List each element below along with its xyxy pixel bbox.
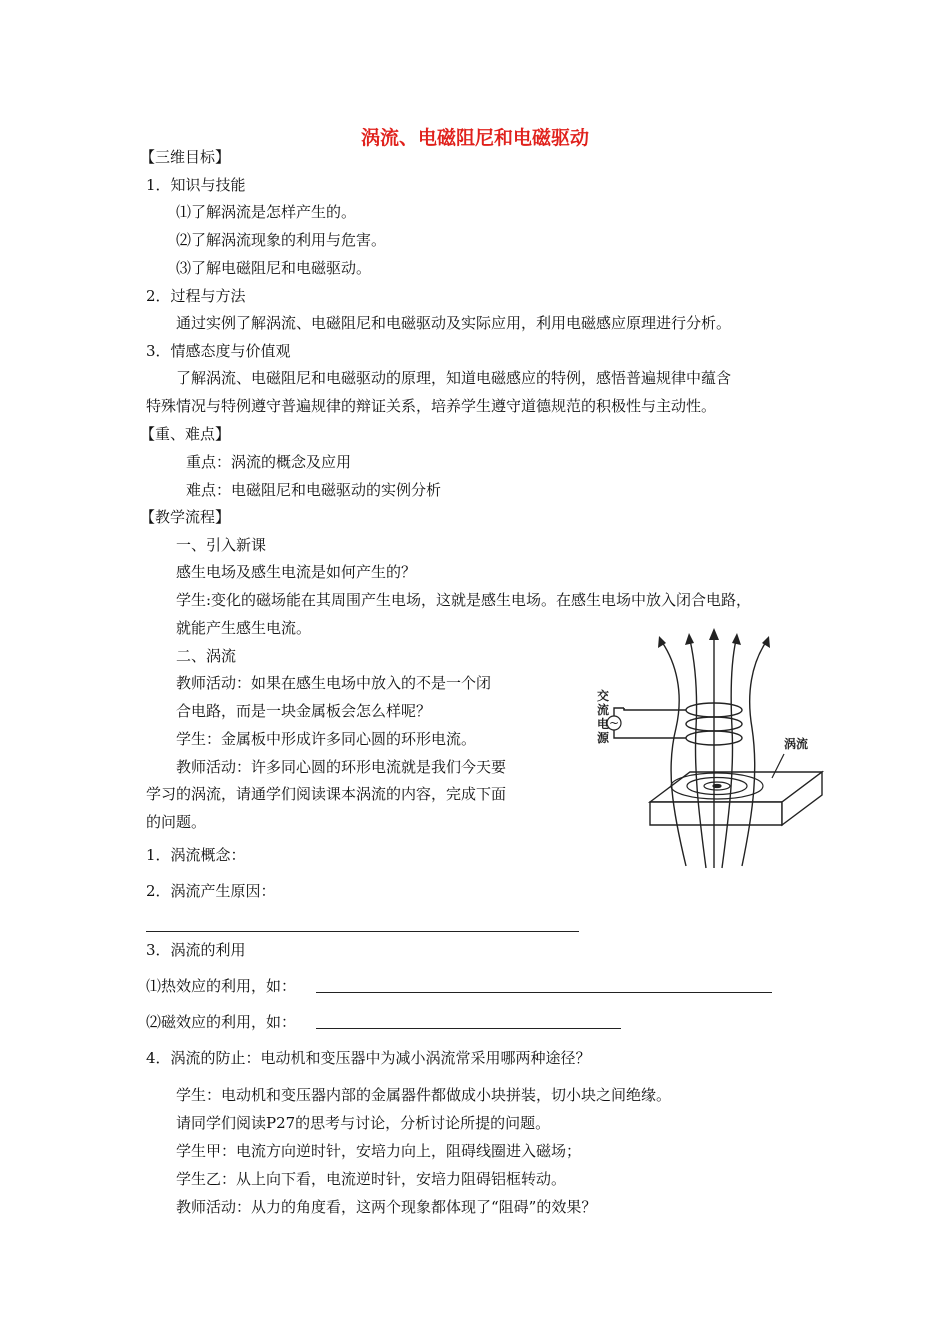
answer-blank-cause — [146, 931, 579, 932]
teacher-1-line-1: 教师活动：如果在感生电场中放入的不是一个闭 — [176, 674, 492, 692]
answer-blank-magnetic — [316, 1028, 621, 1029]
teacher-2-line-1: 教师活动：许多同心圆的环形电流就是我们今天要 — [176, 758, 507, 776]
question-eddy-concept: 1．涡流概念： — [146, 846, 246, 864]
source-label-3: 电 — [597, 717, 610, 731]
question-heat-use: ⑴热效应的利用，如： — [146, 977, 297, 995]
eddy-current-figure — [586, 628, 846, 883]
goal-process-heading: 2．过程与方法 — [146, 287, 246, 305]
question-magnetic-use: ⑵磁效应的利用，如： — [146, 1013, 297, 1031]
question-1: 感生电场及感生电流是如何产生的？ — [176, 563, 417, 581]
teacher-2-line-3: 的问题。 — [146, 813, 207, 831]
read-instruction: 请同学们阅读P27的思考与讨论，分析讨论所提的问题。 — [176, 1114, 551, 1132]
student-a: 学生甲：电流方向逆时针，安培力向上，阻碍线圈进入磁场； — [176, 1142, 582, 1160]
answer-1-line-2: 就能产生感生电流。 — [176, 619, 312, 637]
question-eddy-cause: 2．涡流产生原因： — [146, 882, 276, 900]
goal-attitude-text-2: 特殊情况与特例遵守普遍规律的辩证关系，培养学生遵守道德规范的积极性与主动性。 — [146, 397, 717, 415]
source-label-4: 源 — [597, 731, 610, 745]
goal-attitude-text-1: 了解涡流、电磁阻尼和电磁驱动的原理，知道电磁感应的特例，感悟普遍规律中蕴含 — [176, 369, 732, 387]
section-goals: 【三维目标】 — [140, 148, 231, 166]
part-eddy: 二、涡流 — [176, 647, 237, 665]
part-intro: 一、引入新课 — [176, 536, 267, 554]
source-label-1: 交 — [597, 689, 610, 703]
goal-knowledge-heading: 1．知识与技能 — [146, 176, 246, 194]
goal-process-text: 通过实例了解涡流、电磁阻尼和电磁驱动及实际应用，利用电磁感应原理进行分析。 — [176, 314, 732, 332]
question-eddy-prevent: 4．涡流的防止：电动机和变压器中为减小涡流常采用哪两种途径？ — [146, 1049, 591, 1067]
goal-knowledge-item-1: ⑴了解涡流是怎样产生的。 — [176, 203, 357, 221]
source-label-2: 流 — [597, 703, 610, 717]
key-important: 重点：涡流的概念及应用 — [186, 453, 352, 471]
student-b: 学生乙：从上向下看，电流逆时针，安培力阻碍铝框转动。 — [176, 1170, 567, 1188]
ac-wave-icon: ~ — [608, 716, 620, 730]
answer-blank-heat — [316, 992, 772, 993]
metal-plate-front — [650, 802, 782, 825]
student-2: 学生：电动机和变压器内部的金属器件都做成小块拼装，切小块之间绝缘。 — [176, 1086, 672, 1104]
teacher-3: 教师活动：从力的角度看，这两个现象都体现了“阻碍”的效果？ — [176, 1198, 597, 1216]
question-eddy-use: 3．涡流的利用 — [146, 941, 246, 959]
teacher-1-line-2: 合电路，而是一块金属板会怎么样呢？ — [176, 702, 432, 720]
section-process: 【教学流程】 — [140, 508, 231, 526]
section-key-points: 【重、难点】 — [140, 425, 231, 443]
magnetic-field-lines — [662, 634, 766, 868]
goal-knowledge-item-2: ⑵了解涡流现象的利用与危害。 — [176, 231, 387, 249]
teacher-2-line-2: 学习的涡流，请通学们阅读课本涡流的内容，完成下面 — [146, 785, 507, 803]
goal-knowledge-item-3: ⑶了解电磁阻尼和电磁驱动。 — [176, 259, 372, 277]
answer-1-line-1: 学生:变化的磁场能在其周围产生电场，这就是感生电场。在感生电场中放入闭合电路， — [176, 591, 752, 609]
student-1: 学生：金属板中形成许多同心圆的环形电流。 — [176, 730, 477, 748]
key-difficult: 难点：电磁阻尼和电磁驱动的实例分析 — [186, 481, 442, 499]
goal-attitude-heading: 3．情感态度与价值观 — [146, 342, 291, 360]
eddy-label: 涡流 — [784, 737, 809, 751]
page-title: 涡流、电磁阻尼和电磁驱动 — [360, 127, 589, 149]
